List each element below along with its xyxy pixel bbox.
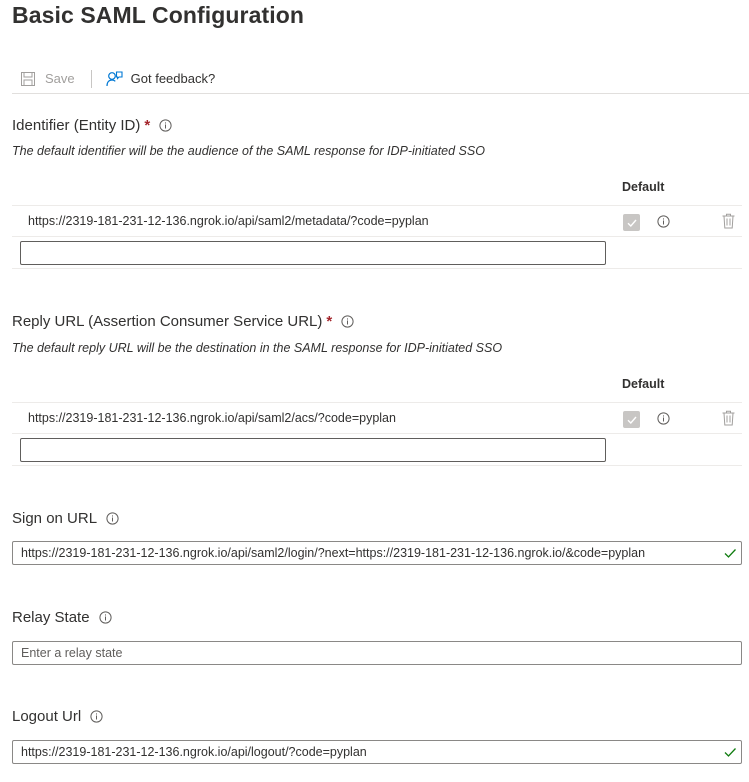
delete-button[interactable] <box>722 213 735 234</box>
checkbox-icon <box>626 414 638 426</box>
logout-url-input[interactable] <box>12 740 742 764</box>
check-icon <box>723 546 737 563</box>
save-label: Save <box>45 71 75 86</box>
required-indicator: * <box>326 313 333 330</box>
feedback-label: Got feedback? <box>130 71 216 86</box>
page-title: Basic SAML Configuration <box>12 2 305 28</box>
info-icon[interactable] <box>657 412 670 430</box>
logout-url-label <box>12 708 103 725</box>
default-checkbox[interactable] <box>623 214 640 231</box>
reply-url-row <box>12 402 742 434</box>
sign-on-url-label <box>12 510 119 527</box>
identifier-new-row <box>12 237 742 269</box>
reply-url-label <box>12 313 354 330</box>
default-column-header: Default <box>622 180 665 194</box>
info-icon[interactable] <box>106 512 119 525</box>
logout-url-value: https://2319-181-231-12-136.ngrok.io/api/logout/?code=pyplan <box>21 745 367 759</box>
identifier-url: https://2319-181-231-12-136.ngrok.io/api/saml2/metadata/?code=pyplan <box>28 214 429 228</box>
logout-url-label-text: Logout Url <box>12 708 82 725</box>
checkbox-icon <box>626 217 638 229</box>
identifier-label <box>12 117 172 134</box>
sign-on-url-value: https://2319-181-231-12-136.ngrok.io/api/saml2/login/?next=https://2319-181-231-12-136.ngrok.io/&code=pyplan <box>21 546 646 560</box>
feedback-button[interactable] <box>106 67 216 91</box>
identifier-new-input[interactable] <box>20 241 606 265</box>
info-icon[interactable] <box>90 710 103 723</box>
identifier-description: The default identifier will be the audience of the SAML response for IDP-initiated SSO <box>12 144 485 158</box>
relay-state-input[interactable] <box>12 641 742 665</box>
identifier-label-text: Identifier (Entity ID) <box>12 117 141 134</box>
required-indicator: * <box>144 117 151 134</box>
reply-url-new-input[interactable] <box>20 438 606 462</box>
relay-state-label-text: Relay State <box>12 609 90 626</box>
info-icon[interactable] <box>341 315 354 328</box>
feedback-icon <box>106 70 123 87</box>
check-icon <box>723 745 737 762</box>
default-column-header: Default <box>622 377 665 391</box>
trash-icon <box>722 213 735 229</box>
reply-url-description: The default reply URL will be the destination in the SAML response for IDP-initiated SSO <box>12 341 503 355</box>
save-button[interactable] <box>20 67 75 91</box>
info-icon[interactable] <box>657 215 670 233</box>
relay-state-placeholder: Enter a relay state <box>21 646 123 660</box>
info-icon[interactable] <box>159 119 172 132</box>
default-checkbox[interactable] <box>623 411 640 428</box>
trash-icon <box>722 410 735 426</box>
sign-on-url-label-text: Sign on URL <box>12 510 98 527</box>
command-bar <box>12 64 749 94</box>
toolbar-divider <box>91 70 92 88</box>
relay-state-label <box>12 609 112 626</box>
identifier-row <box>12 205 742 237</box>
reply-url-new-row <box>12 434 742 466</box>
reply-url-value: https://2319-181-231-12-136.ngrok.io/api/saml2/acs/?code=pyplan <box>28 411 396 425</box>
reply-url-label-text: Reply URL (Assertion Consumer Service URL) <box>12 313 323 330</box>
info-icon[interactable] <box>99 611 112 624</box>
sign-on-url-input[interactable] <box>12 541 742 565</box>
save-icon <box>20 71 36 87</box>
delete-button[interactable] <box>722 410 735 431</box>
